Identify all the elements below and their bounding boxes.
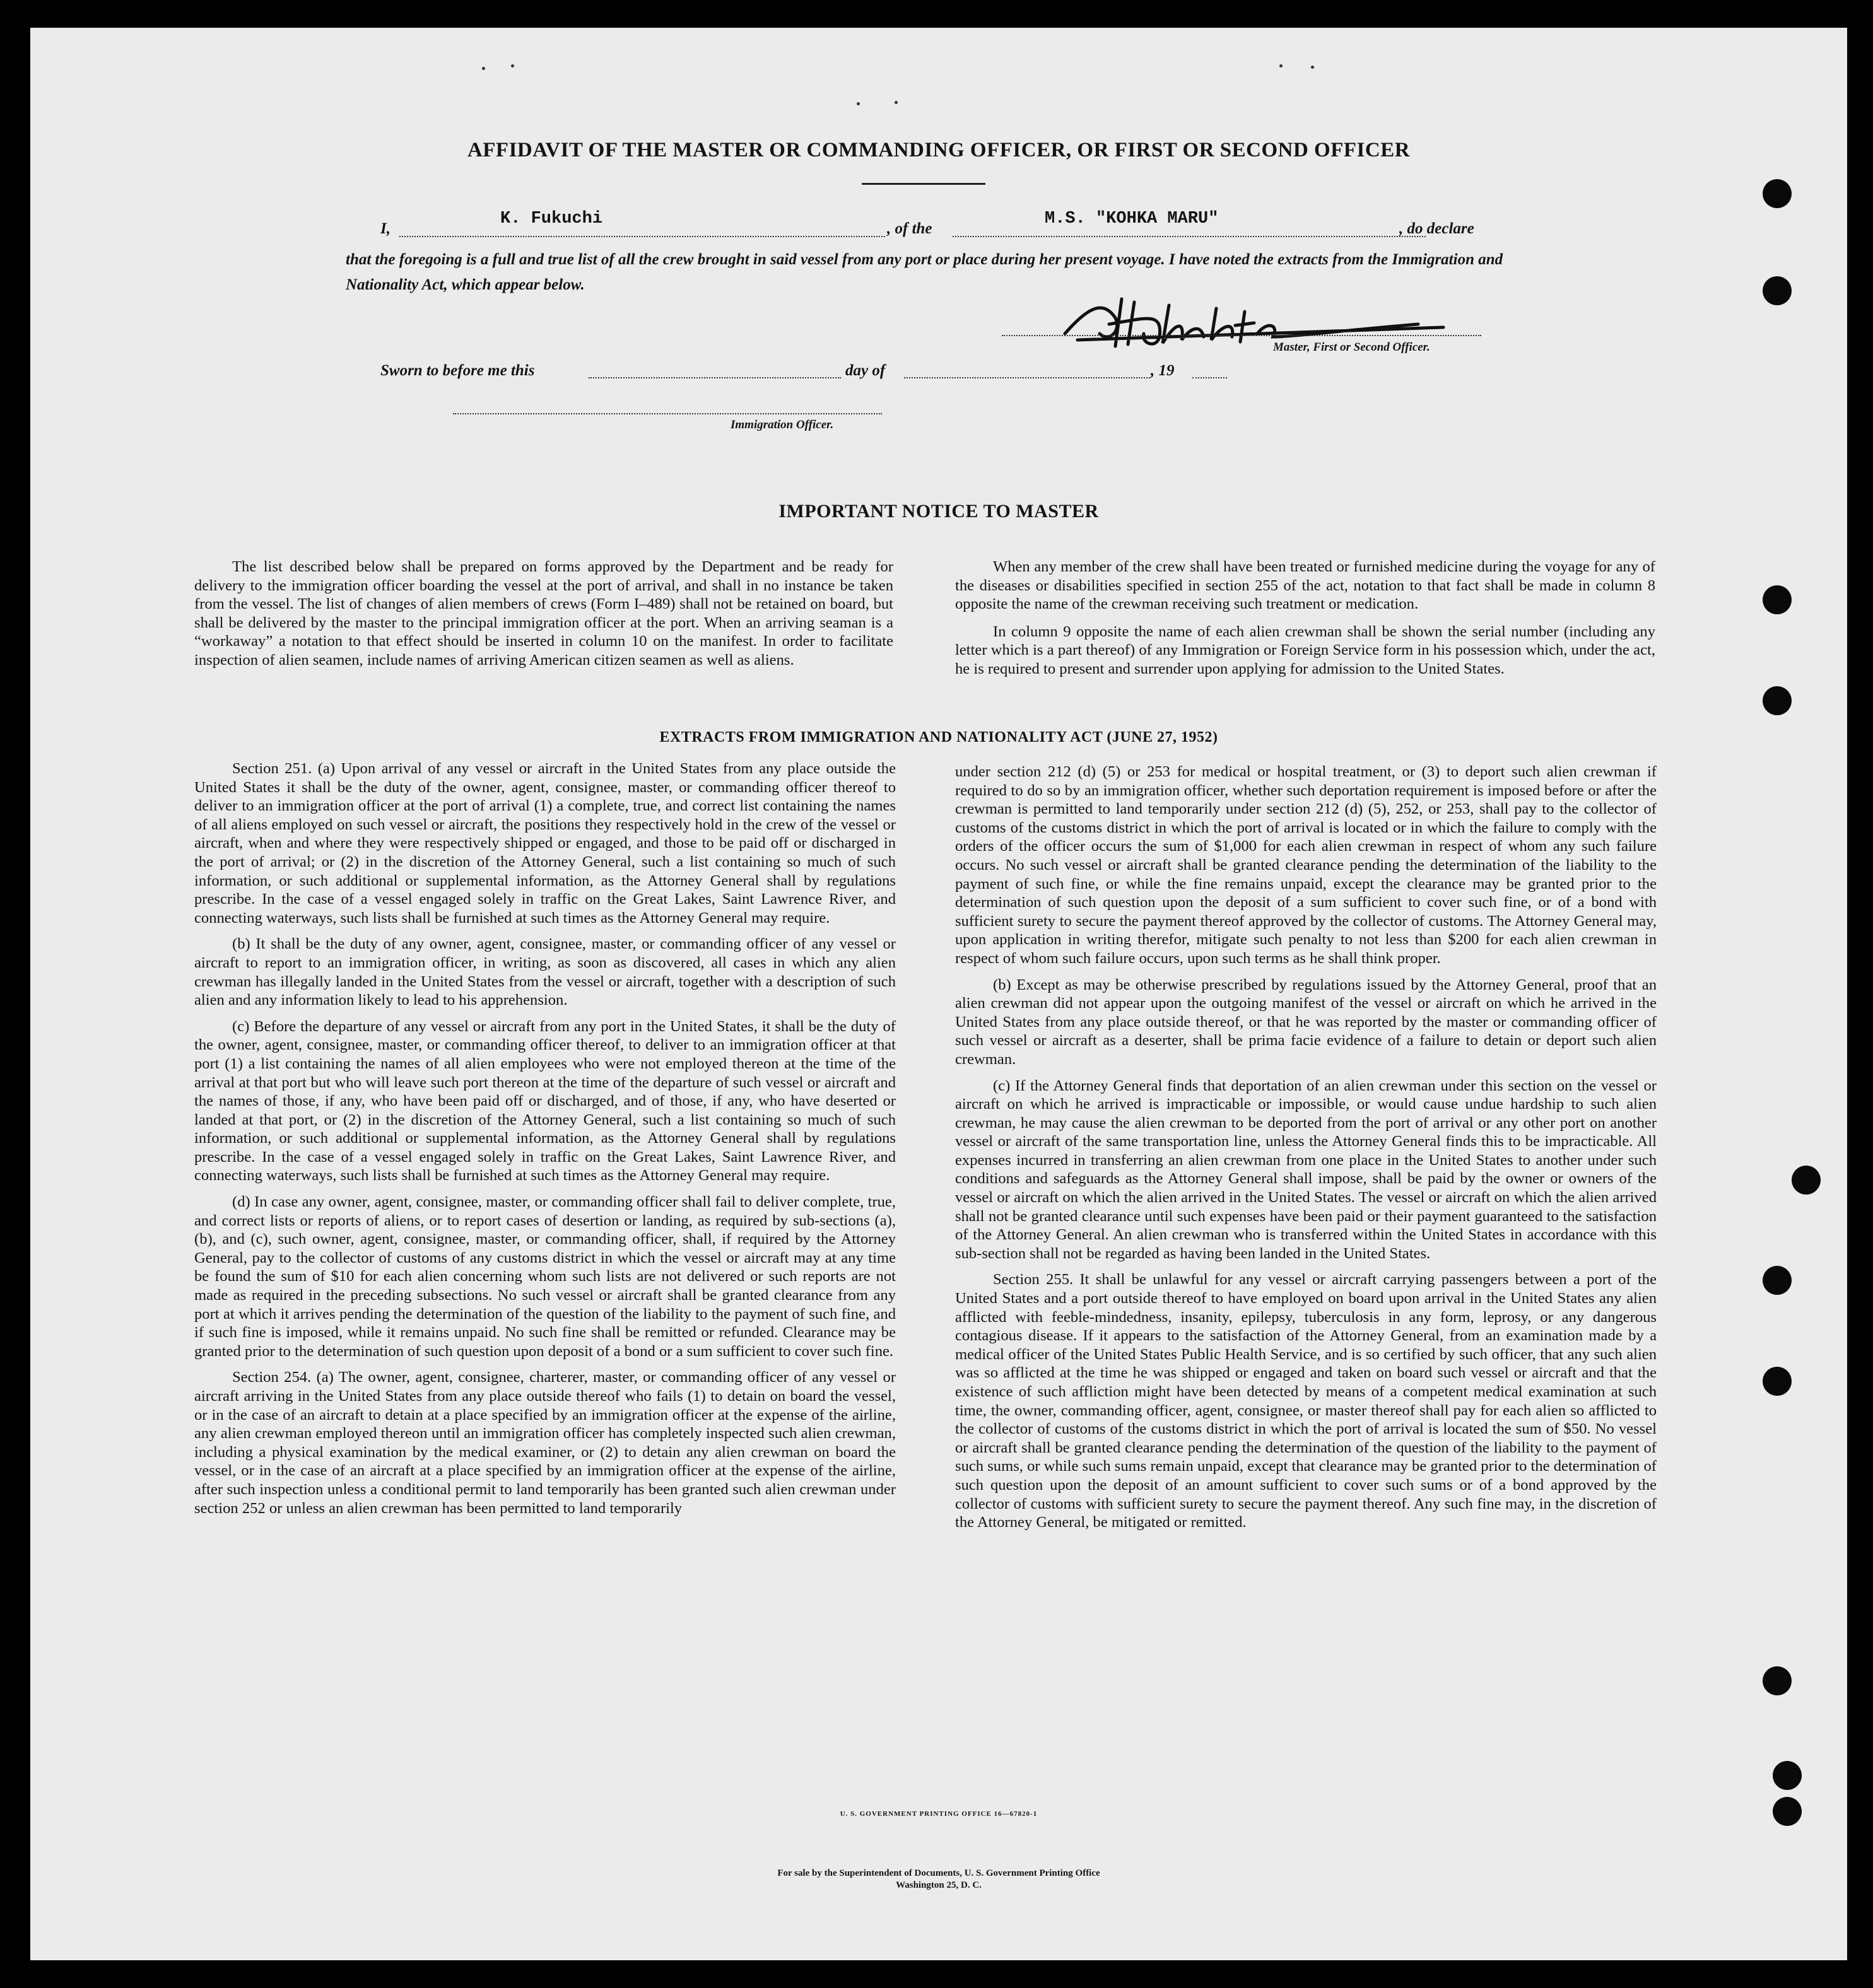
- punch-hole-icon: [1763, 585, 1792, 614]
- notice-right: [955, 558, 1655, 687]
- speck: [1279, 64, 1283, 67]
- master-label: Master, First or Second Officer.: [1273, 341, 1430, 354]
- notice-left-text: The list described below shall be prepared on forms approved by the Department and be ready for delivery to the immigration officer boarding the vessel at the port of arrival, and shall in no instance be taken from the vessel. The list of changes of alien members of crews (Form I–489) shall not be retained on board, but shall be delivered by the master to the principal immigration officer at the port. When an arriving seaman is a “workaway” a notation to that effect should be inserted in column 10 on the manifest. In order to facilitate inspection of alien seamen, include names of arriving American citizen seamen as well as aliens.: [194, 558, 893, 669]
- day-of-label: day of: [845, 362, 886, 379]
- punch-hole-icon: [1763, 686, 1792, 715]
- notice-left: [194, 558, 893, 678]
- section-251-c: (c) Before the departure of any vessel or aircraft from any port in the United States, it shall be the duty of the owner, agent, consignee, master, or commanding officer thereof, to deliver to an immigration officer at that port (1) a list containing the names of all alien employees who were not employed thereon at the time of the arrival at that port but who will leave such port thereon at the time of the departure of such vessel or aircraft and the names of those, if any, who have been paid off or discharged, and of those, if any, who have deserted or landed at that port, or (2) in the discretion of the Attorney General, such a list containing so much of such information, or such additional or supplemental information, as the Attorney General shall by regulations prescribe. In the case of a vessel engaged solely in traffic on the Great Lakes, Saint Lawrence River, and connecting waterways, such lists shall be furnished at such times as the Attorney General may require.: [194, 1017, 896, 1184]
- speck: [895, 101, 898, 104]
- section-254-c: (c) If the Attorney General finds that deportation of an alien crewman under this section on the vessel or aircraft on which he arrived is impracticable or impossible, or would cause undue hardship to such alien crewman, he may cause the alien crewman to be deported from the port of arrival or any other port on another vessel or aircraft of the same transportation line, unless the Attorney General finds this to be impracticable. All expenses incurred in transferring an alien crewman from one place in the United States to another under such conditions and safeguards as the Attorney General shall impose, shall be paid by the owner or owners of the vessel or aircraft on which the alien arrived in the United States. The vessel or aircraft on which the alien arrived shall not be granted clearance until such expenses have been paid or their payment guaranteed to the satisfaction of the Attorney General. An alien crewman who is transferred within the United States in accordance with this sub-section shall not be regarded as having been landed in the United States.: [955, 1077, 1657, 1262]
- do-declare-label: , do declare: [1399, 220, 1474, 237]
- section-251-b: (b) It shall be the duty of any owner, agent, consignee, master, or commanding officer of any vessel or aircraft to report to an immigration officer, in writing, as soon as discovered, all cases in which any alien crewman has illegally landed in the United States from the vessel or aircraft, together with a description of such alien and any information likely to lead to his apprehension.: [194, 935, 896, 1009]
- affidavit-title: AFFIDAVIT OF THE MASTER OR COMMANDING OFFICER, OR FIRST OR SECOND OFFICER: [467, 139, 1411, 161]
- of-the-label: , of the: [887, 220, 932, 237]
- printer-line: U. S. GOVERNMENT PRINTING OFFICE 16—67820-1: [840, 1810, 1038, 1818]
- punch-hole-icon: [1763, 1367, 1792, 1396]
- extracts-left-column: [194, 759, 896, 1525]
- sale-line-1: For sale by the Superintendent of Documents, U. S. Government Printing Office: [777, 1868, 1100, 1878]
- name-line: [399, 236, 885, 237]
- punch-hole-icon: [1773, 1797, 1802, 1826]
- extracts-right-column: [955, 763, 1657, 1540]
- section-254-a-continued: under section 212 (d) (5) or 253 for medical or hospital treatment, or (3) to deport such alien crewman if required to do so by an immigration officer, whether such deportation requirement is imposed before or after the crewman is permitted to land temporarily under section 212 (d) (5), 252, or 253, shall pay to the collector of customs of the customs district in which the port of arrival is located or in which the failure to comply with the orders of the officer occurs the sum of $1,000 for each alien crewman in respect of whom any such failure occurs. No such vessel or aircraft shall be granted clearance pending the determination of the liability to the payment of such fine, or while the fine remains unpaid, except the clearance may be granted prior to the determination of such question upon the deposit of a sum sufficient to cover such fine, or of a bond with sufficient surety to secure the payment thereof approved by the collector of customs. The Attorney General may, upon application in writing therefor, mitigate such penalty to not less than $200 for each alien crewman in respect of whom such failure occurs, upon such terms as he shall think proper.: [955, 763, 1657, 967]
- vessel-line: [953, 236, 1426, 237]
- speck: [857, 102, 860, 105]
- punch-hole-icon: [1763, 276, 1792, 305]
- sale-line-2: Washington 25, D. C.: [896, 1880, 982, 1890]
- vessel-value: M.S. "KOHKA MARU": [1045, 209, 1219, 228]
- punch-hole-icon: [1763, 1666, 1792, 1695]
- affidavit-body: that the foregoing is a full and true list of all the crew brought in said vessel from any port or place during her present voyage. I have noted the extracts from the Immigration and Nationality Act, which appear below.: [346, 251, 1503, 293]
- notice-right-text-2: In column 9 opposite the name of each alien crewman shall be shown the serial number (including any letter which is a part thereof) of any Immigration or Foreign Service form in his possession which, under the act, he is required to present and surrender upon applying for admission to the United States.: [955, 623, 1655, 677]
- document-page: [30, 28, 1847, 1960]
- speck: [482, 67, 485, 70]
- extracts-title: EXTRACTS FROM IMMIGRATION AND NATIONALITY ACT (JUNE 27, 1952): [659, 729, 1218, 746]
- title-rule: [862, 183, 985, 185]
- name-value: K. Fukuchi: [500, 209, 603, 228]
- sworn-label: Sworn to before me this: [380, 362, 535, 379]
- speck: [1311, 66, 1314, 69]
- punch-hole-icon: [1763, 1266, 1792, 1295]
- punch-hole-icon: [1763, 179, 1792, 208]
- year-line: [1192, 377, 1227, 378]
- i-label: I,: [380, 220, 390, 237]
- speck: [511, 64, 514, 67]
- notice-right-text-1: When any member of the crew shall have been treated or furnished medicine during the voyage for any of the diseases or disabilities specified in section 255 of the act, notation to that fact shall be made in column 8 opposite the name of the crewman receiving such treatment or medication.: [955, 558, 1655, 612]
- section-254-a: Section 254. (a) The owner, agent, consignee, charterer, master, or commanding officer of any vessel or aircraft arriving in the United States from any place outside thereof who fails (1) to detain on board the vessel, or in the case of an aircraft to detain at a place specified by an immigration officer at the expense of the airline, any alien crewman employed thereon until an immigration officer has completely inspected such alien crewman, including a physical examination by the medical examiner, or (2) to detain any alien crewman on board the vessel, or in the case of an aircraft at a place specified by an immigration officer at the expense of the airline, after such inspection unless a conditional permit to land temporarily has been granted such alien crewman under section 252 or unless an alien crewman has been permitted to land temporarily: [194, 1369, 896, 1517]
- notice-title: IMPORTANT NOTICE TO MASTER: [778, 501, 1099, 522]
- section-251-d: (d) In case any owner, agent, consignee, master, or commanding officer shall fail to deliver complete, true, and correct lists or reports of aliens, or to report cases of desertion or landing, as required by sub-sections (a), (b), and (c), such owner, agent, consignee, master, or commanding officer, shall, if required by the Attorney General, pay to the collector of customs of any customs district in which the vessel or aircraft may at any time be found the sum of $10 for each alien concerning whom such lists are not delivered or such reports are not made as required in the preceding subsections. No such vessel or aircraft shall be granted clearance from any port at which it arrives pending the determination of the question of the liability to the payment of such fine, and if such fine is imposed, while it remains unpaid. No such fine shall be remitted or refunded. Clearance may be granted prior to the determination of such question upon deposit of a bond or a sum sufficient to cover such fine.: [194, 1193, 896, 1360]
- year-label: , 19: [1151, 362, 1175, 379]
- punch-hole-icon: [1773, 1761, 1802, 1790]
- month-line: [904, 377, 1150, 378]
- punch-hole-icon: [1792, 1166, 1821, 1195]
- signature-line: [1002, 335, 1481, 336]
- officer-line: [453, 413, 882, 414]
- officer-label: Immigration Officer.: [731, 418, 834, 431]
- sworn-date-line: [589, 377, 841, 378]
- section-254-b: (b) Except as may be otherwise prescribed by regulations issued by the Attorney General, proof that an alien crewman did not appear upon the outgoing manifest of the vessel or aircraft on which he arrived in the United States from any place outside thereof, or that he was reported by the master or commanding officer of such vessel or aircraft as a deserter, shall be prima facie evidence of a failure to detain or deport such alien crewman.: [955, 976, 1657, 1068]
- section-251-a: Section 251. (a) Upon arrival of any vessel or aircraft in the United States from any place outside the United States it shall be the duty of the owner, agent, consignee, master, or commanding officer thereof to deliver to an immigration officer at the port of arrival (1) a complete, true, and correct list containing the names of all aliens employed on such vessel or aircraft, the positions they respectively hold in the crew of the vessel or aircraft, when and where they were respectively shipped or engaged, and those to be paid off or discharged in the port of arrival; or (2) in the discretion of the Attorney General, such a list containing so much of such information, or such additional or supplemental information, as the Attorney General shall by regulations prescribe. In the case of a vessel engaged solely in traffic on the Great Lakes, Saint Lawrence River, and connecting waterways, such lists shall be furnished at such times as the Attorney General may require.: [194, 760, 896, 927]
- section-255: Section 255. It shall be unlawful for any vessel or aircraft carrying passengers between a port of the United States and a port outside thereof to have employed on board upon arrival in the United States any alien afflicted with feeble-mindedness, insanity, epilepsy, tuberculosis in any form, leprosy, or any dangerous contagious disease. If it appears to the satisfaction of the Attorney General, from an examination made by a medical officer of the United States Public Health Service, and is so certified by such officer, that any such alien was so afflicted at the time he was shipped or engaged and taken on board such vessel or aircraft and that the existence of such affliction might have been detected by means of a competent medical examination at such time, the owner, commanding officer, agent, consignee, or master thereof shall pay for each alien so afflicted to the collector of customs of the customs district in which the port of arrival is located the sum of $50. No vessel or aircraft shall be granted clearance pending the determination of the question of the liability to the payment of such sums, or while such sums remain unpaid, except that clearance may be granted prior to the determination of such question upon the deposit of an amount sufficient to cover such sums or of a bond approved by the collector of customs with sufficient surety to secure the payment thereof. Any such fine may, in the discretion of the Attorney General, be mitigated or remitted.: [955, 1271, 1657, 1531]
